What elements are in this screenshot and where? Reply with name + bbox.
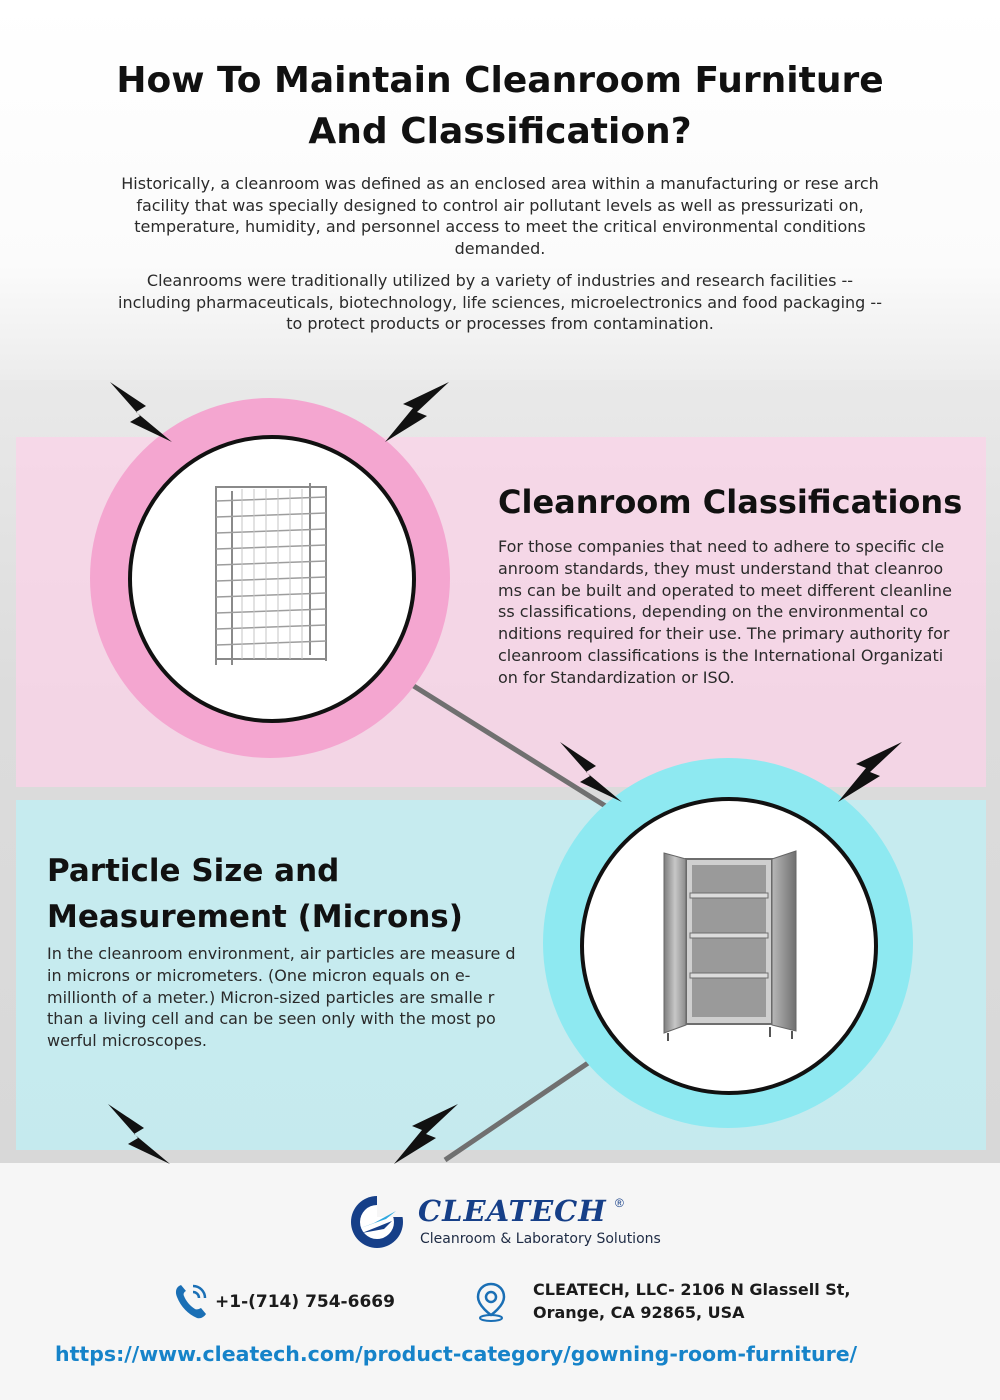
lightning-bolt-icon — [383, 378, 453, 448]
brand-tagline: Cleanroom & Laboratory Solutions — [420, 1231, 661, 1247]
wire-shelving-icon — [132, 439, 412, 719]
classifications-heading: Cleanroom Classifications — [498, 483, 963, 521]
location-pin-icon — [474, 1282, 508, 1322]
intro-paragraph-2: Cleanrooms were traditionally utilized by a variety of industries and research facilities -- including pharmaceuticals, biotechnology, life sciences, microelectronics and food packaging -- to protect products or processes from contamination. — [118, 271, 882, 333]
phone-number[interactable]: +1-(714) 754-6669 — [215, 1292, 395, 1312]
brand-name: CLEATECH — [418, 1194, 607, 1228]
lightning-bolt-icon — [104, 1102, 174, 1172]
classifications-body: For those companies that need to adhere to specific cle anroom standards, they must understand that cleanroo ms can be built and operated to meet different cleanline ss classifications, depending on the environmental co nditions required for their use. The primary authority for cleanroom classifications is the International Organizati on for Standardization or ISO. — [498, 537, 952, 687]
page-title: How To Maintain Cleanroom Furniture And Classification? — [116, 60, 884, 152]
stainless-cabinet-photo — [580, 797, 878, 1095]
address-line-2: Orange, CA 92865, USA — [533, 1303, 745, 1322]
cleatech-logo[interactable] — [348, 1193, 668, 1253]
product-category-link[interactable]: https://www.cleatech.com/product-category/gowning-room-furniture/ — [55, 1342, 858, 1366]
wire-shelving-photo — [128, 435, 416, 723]
cleatech-logo-icon — [348, 1193, 406, 1251]
address-line-1: CLEATECH, LLC- 2106 N Glassell St, — [533, 1280, 851, 1299]
steel-cabinet-icon — [584, 801, 874, 1091]
particle-size-heading: Particle Size and Measurement (Microns) — [47, 853, 463, 935]
lightning-bolt-icon — [836, 738, 906, 808]
lightning-bolt-icon — [556, 740, 626, 810]
intro-paragraph-1: Historically, a cleanroom was defined as an enclosed area within a manufacturing or rese arch facility that was specially designed to control air pollutant levels as well as pressurizati on, temperature, humidity, and personnel access to meet the critical environmental conditions demanded. — [121, 174, 879, 258]
particle-size-body: In the cleanroom environment, air particles are measure d in microns or micrometers. (One micron equals on e-millionth of a meter.) Micron-sized particles are smalle r than a living cell and can be seen only with the most po werful microscopes. — [47, 944, 516, 1051]
lightning-bolt-icon — [392, 1100, 462, 1170]
registered-mark: ® — [615, 1196, 624, 1210]
phone-icon — [173, 1282, 209, 1320]
company-address — [533, 1278, 853, 1324]
lightning-bolt-icon — [106, 380, 176, 450]
